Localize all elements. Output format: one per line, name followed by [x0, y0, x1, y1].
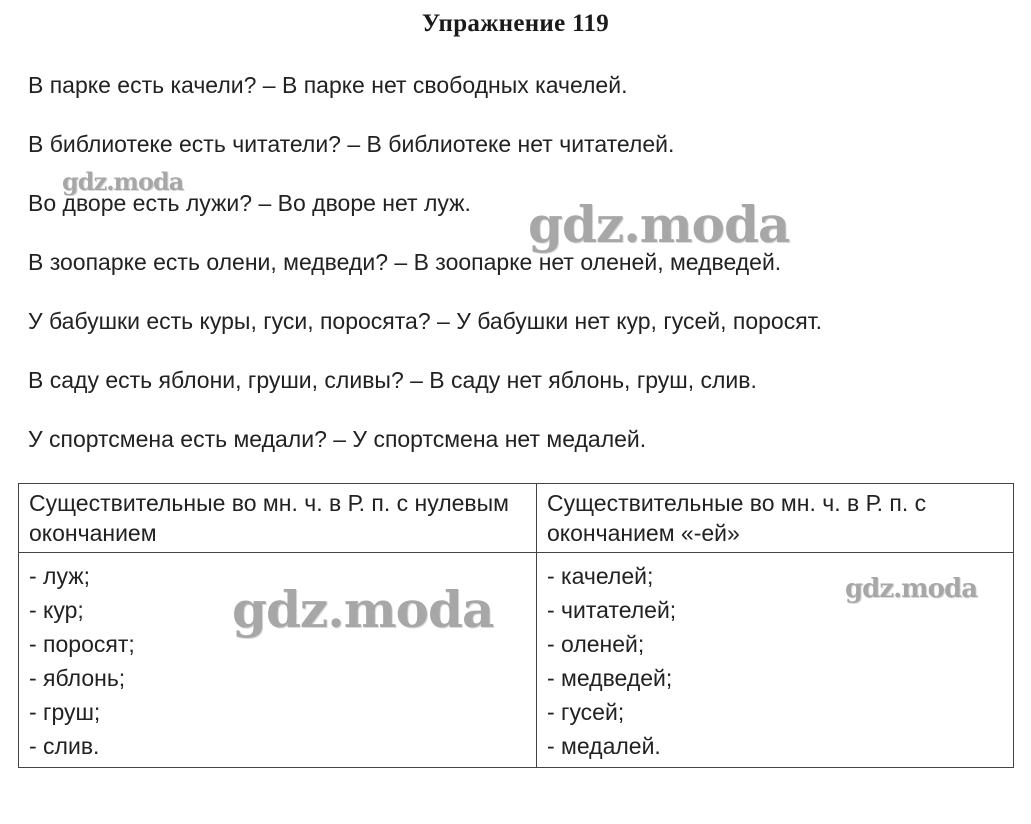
sentence: У бабушки есть куры, гуси, поросята? – У бабушки нет кур, гусей, поросят. — [28, 308, 823, 334]
sentence: Во дворе есть лужи? – Во дворе нет луж. — [28, 190, 471, 216]
sentence: В саду есть яблони, груши, сливы? – В саду нет яблонь, груш, слив. — [28, 367, 757, 393]
exercise-title: Упражнение 119 — [421, 10, 610, 37]
header-zero-ending: Существительные во мн. ч. в Р. п. с нулевым окончанием — [19, 484, 537, 553]
watermark: gdz.moda — [62, 167, 184, 196]
header-ey-ending: Существительные во мн. ч. в Р. п. с окончанием «-ей» — [537, 484, 1014, 553]
list-item: - кур; — [29, 597, 84, 623]
table-header-row — [19, 484, 1014, 553]
sentence-list — [28, 70, 822, 483]
list-item: - гусей; — [547, 699, 625, 725]
list-item: - качелей; — [547, 563, 654, 589]
list-item: - слив. — [29, 733, 100, 759]
watermark: gdz.moda — [845, 574, 978, 604]
sentence: В парке есть качели? – В парке нет свободных качелей. — [28, 72, 628, 98]
list-item: - медалей. — [547, 733, 661, 759]
watermark: gdz.moda — [232, 580, 494, 639]
list-item: - медведей; — [547, 665, 673, 691]
list-item: - груш; — [29, 699, 101, 725]
list-item: - яблонь; — [29, 665, 126, 691]
sentence: В зоопарке есть олени, медведи? – В зоопарке нет оленей, медведей. — [28, 249, 782, 275]
watermark: gdz.moda — [528, 195, 790, 254]
list-item: - читателей; — [547, 597, 677, 623]
sentence: У спортсмена есть медали? – У спортсмена нет медалей. — [28, 426, 647, 452]
list-item: - луж; — [29, 563, 91, 589]
list-item: - поросят; — [29, 631, 135, 657]
list-item: - оленей; — [547, 631, 645, 657]
sentence: В библиотеке есть читатели? – В библиотеке нет читателей. — [28, 131, 675, 157]
nouns-table — [18, 483, 1014, 768]
